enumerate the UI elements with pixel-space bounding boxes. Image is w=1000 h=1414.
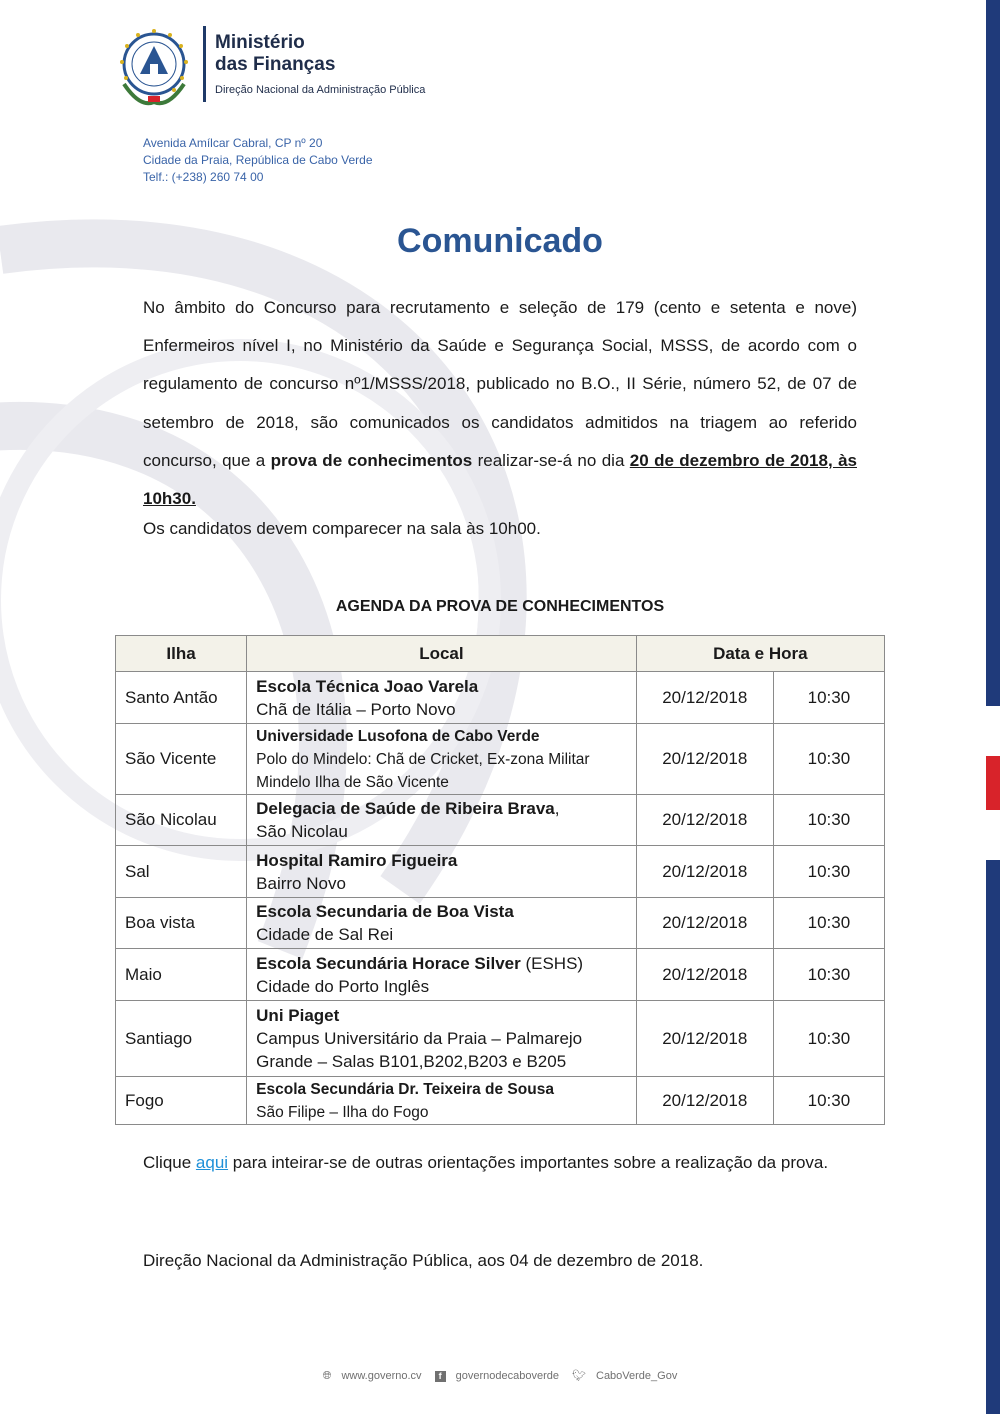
- footer-twitter[interactable]: CaboVerde_Gov: [596, 1370, 678, 1382]
- cell-time: 10:30: [773, 949, 884, 1001]
- cell-ilha: São Vicente: [116, 724, 247, 795]
- cell-time: 10:30: [773, 1001, 884, 1077]
- facebook-icon: f: [435, 1371, 446, 1382]
- page-title: Comunicado: [397, 222, 603, 260]
- announcement-paragraph: No âmbito do Concurso para recrutamento e seleção de 179 (cento e setenta e nove) Enfermeiros nível I, no Ministério da Saúde e Segurança Social, MSSS, de acordo com o regulamento de concurso nº1/MSSS/2018, publicado no B.O., II Série, número 52, de 07 de setembro de 2018, são comunicados os candidatos admitidos na triagem ao referido concurso, que a prova de conhecimentos realizar-se-á no dia 20 de dezembro de 2018, às 10h30.: [143, 298, 857, 509]
- globe-icon: 🌐︎: [322, 1370, 332, 1382]
- cell-date: 20/12/2018: [636, 724, 773, 795]
- table-row: [116, 846, 885, 898]
- cell-date: 20/12/2018: [636, 949, 773, 1001]
- local-name: Escola Secundária Horace Silver (ESHS): [256, 953, 584, 973]
- table-row: [116, 795, 885, 846]
- cell-ilha: Boa vista: [116, 898, 247, 949]
- cell-time: 10:30: [773, 898, 884, 949]
- letterhead: [110, 22, 510, 112]
- cell-date: 20/12/2018: [636, 672, 773, 724]
- national-seal-icon: [110, 22, 198, 110]
- address-line: Avenida Amílcar Cabral, CP nº 20: [143, 136, 323, 150]
- footer-facebook[interactable]: governodecaboverde: [455, 1370, 559, 1382]
- exam-name: prova de conhecimentos: [270, 450, 473, 470]
- cell-local: [247, 846, 637, 898]
- closing-line: Direção Nacional da Administração Pública, aos 04 de dezembro de 2018.: [143, 1251, 704, 1270]
- local-name: Uni Piaget: [256, 1006, 340, 1025]
- cell-date: 20/12/2018: [636, 795, 773, 846]
- local-address: São Filipe – Ilha do Fogo: [256, 1103, 429, 1121]
- column-header-data-hora: Data e Hora: [636, 636, 884, 672]
- cell-time: 10:30: [773, 846, 884, 898]
- local-name: Hospital Ramiro Figueira: [256, 850, 458, 870]
- cell-ilha: São Nicolau: [116, 795, 247, 846]
- cell-local: [247, 724, 637, 795]
- instructions-link[interactable]: aqui: [195, 1153, 229, 1172]
- table-row: [116, 672, 885, 724]
- local-address: Polo do Mindelo: Chã de Cricket, Ex-zona Militar Mindelo Ilha de São Vicente: [256, 750, 590, 791]
- cell-ilha: Santiago: [116, 1001, 247, 1077]
- agenda-table: [115, 635, 885, 1125]
- cell-local: [247, 949, 637, 1001]
- cell-time: 10:30: [773, 724, 884, 795]
- agenda-title: AGENDA DA PROVA DE CONHECIMENTOS: [335, 598, 665, 615]
- cell-time: 10:30: [773, 795, 884, 846]
- local-address: Campus Universitário da Praia – Palmarejo Grande – Salas B101,B202,B203 e B205: [256, 1029, 583, 1071]
- cell-ilha: Fogo: [116, 1077, 247, 1125]
- cell-date: 20/12/2018: [636, 1077, 773, 1125]
- table-header-row: [116, 636, 885, 672]
- attendance-note: Os candidatos devem comparecer na sala às 10h00.: [143, 519, 541, 538]
- local-name: Universidade Lusofona de Cabo Verde: [256, 727, 540, 745]
- cell-ilha: Maio: [116, 949, 247, 1001]
- local-address: São Nicolau: [256, 822, 348, 841]
- table-row: [116, 724, 885, 795]
- cell-time: 10:30: [773, 672, 884, 724]
- column-header-local: Local: [247, 636, 637, 672]
- instructions-paragraph: Clique aqui para inteirar-se de outras orientações importantes sobre a realização da prova.: [143, 1153, 829, 1172]
- ministry-subtitle: Direção Nacional da Administração Pública: [215, 84, 426, 96]
- cell-date: 20/12/2018: [636, 898, 773, 949]
- local-name: Delegacia de Saúde de Ribeira Brava,: [256, 799, 560, 818]
- cell-local: [247, 1077, 637, 1125]
- table-row: [116, 1001, 885, 1077]
- cell-date: 20/12/2018: [636, 1001, 773, 1077]
- local-address: Bairro Novo: [256, 873, 346, 893]
- column-header-ilha: Ilha: [116, 636, 247, 672]
- table-row: [116, 949, 885, 1001]
- cell-local: [247, 672, 637, 724]
- cell-local: [247, 795, 637, 846]
- ministry-name: Ministério das Finanças: [215, 32, 336, 75]
- local-name: Escola Secundária Dr. Teixeira de Sousa: [256, 1080, 554, 1098]
- address-city: Cidade da Praia, República de Cabo Verde: [143, 153, 373, 167]
- twitter-icon: 🐦︎: [572, 1370, 586, 1382]
- local-name: Escola Técnica Joao Varela: [256, 676, 479, 696]
- address-block: [143, 135, 373, 186]
- local-address: Cidade de Sal Rei: [256, 925, 394, 944]
- side-stripe: [986, 0, 1000, 1414]
- footer-website[interactable]: www.governo.cv: [341, 1370, 422, 1382]
- cell-ilha: Santo Antão: [116, 672, 247, 724]
- header-divider: [203, 26, 206, 102]
- local-address: Cidade do Porto Inglês: [256, 976, 430, 996]
- cell-date: 20/12/2018: [636, 846, 773, 898]
- footer: [0, 1369, 1000, 1383]
- cell-ilha: Sal: [116, 846, 247, 898]
- table-row: [116, 898, 885, 949]
- table-row: [116, 1077, 885, 1125]
- exam-date: 20 de dezembro de 2018, às 10h30.: [143, 450, 857, 509]
- local-name: Escola Secundaria de Boa Vista: [256, 902, 514, 921]
- cell-local: [247, 898, 637, 949]
- cell-time: 10:30: [773, 1077, 884, 1125]
- local-address: Chã de Itália – Porto Novo: [256, 699, 456, 719]
- address-phone: Telf.: (+238) 260 74 00: [143, 170, 264, 184]
- cell-local: [247, 1001, 637, 1077]
